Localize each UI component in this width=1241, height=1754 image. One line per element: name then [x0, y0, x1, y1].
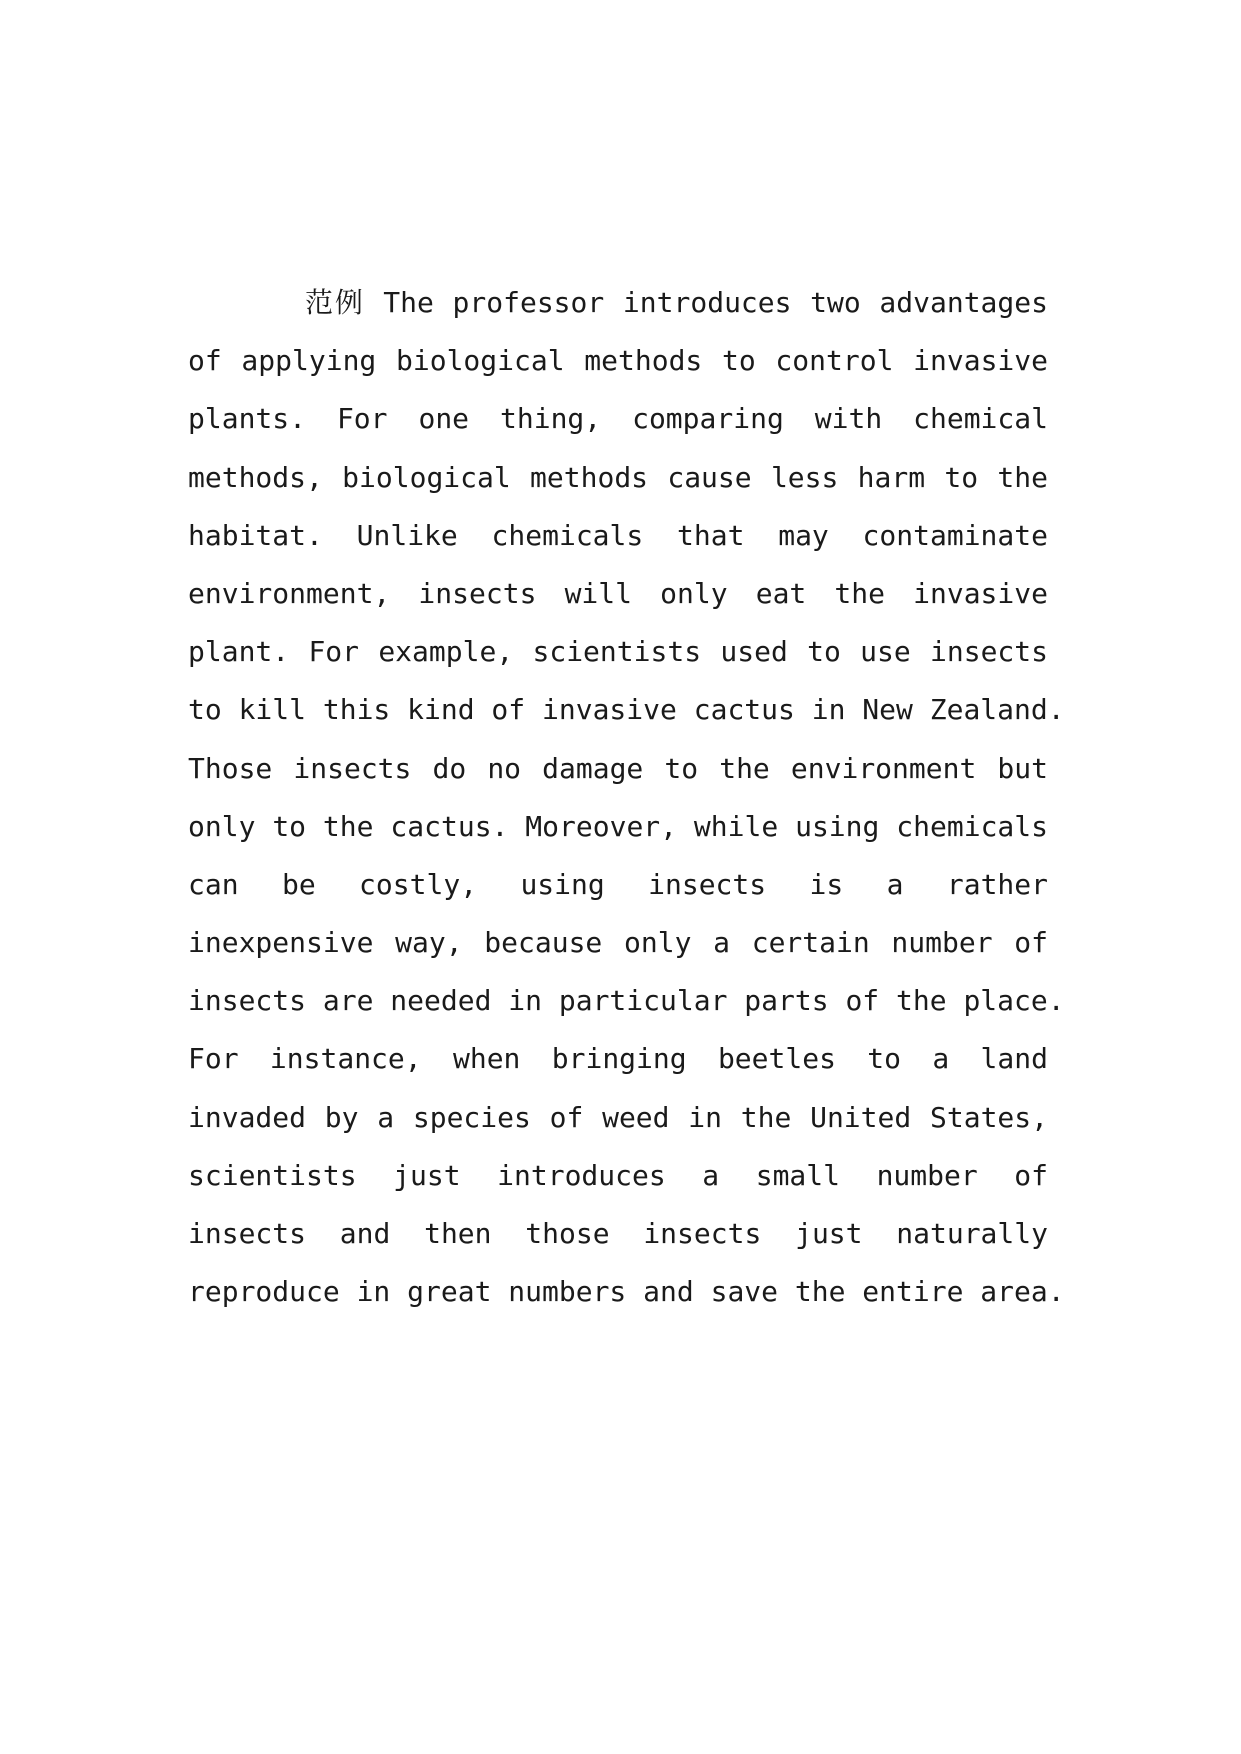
paragraph-line: only to the cactus. Moreover, while using chemicals — [188, 809, 1048, 843]
paragraph-line: can be costly, using insects is a rather — [188, 867, 1048, 901]
paragraph-line: habitat. Unlike chemicals that may contaminate — [188, 518, 1048, 552]
paragraph-line: For instance, when bringing beetles to a land — [188, 1042, 1048, 1076]
paragraph-line: of applying biological methods to control invasive — [188, 344, 1048, 378]
paragraph-line: reproduce in great numbers and save the entire area. — [188, 1275, 1065, 1309]
paragraph-line: plants. For one thing, comparing with chemical — [188, 402, 1048, 436]
paragraph-line: Those insects do no damage to the environment but — [188, 751, 1048, 785]
paragraph-line: scientists just introduces a small number of — [188, 1158, 1048, 1192]
paragraph-line: insects are needed in particular parts of the place. — [188, 984, 1065, 1018]
paragraph-line: inexpensive way, because only a certain number of — [188, 926, 1048, 960]
paragraph — [188, 274, 1065, 1321]
paragraph-line: invaded by a species of weed in the United States, — [188, 1100, 1048, 1134]
paragraph-line: to kill this kind of invasive cactus in New Zealand. — [188, 693, 1065, 727]
paragraph-line: 范例 The professor introduces two advantages — [305, 286, 1048, 319]
paragraph-line: plant. For example, scientists used to use insects — [188, 635, 1048, 669]
paragraph-line: insects and then those insects just naturally — [188, 1217, 1048, 1250]
paragraph-line: environment, insects will only eat the invasive — [188, 576, 1048, 610]
paragraph-line: methods, biological methods cause less harm to the — [188, 460, 1048, 494]
